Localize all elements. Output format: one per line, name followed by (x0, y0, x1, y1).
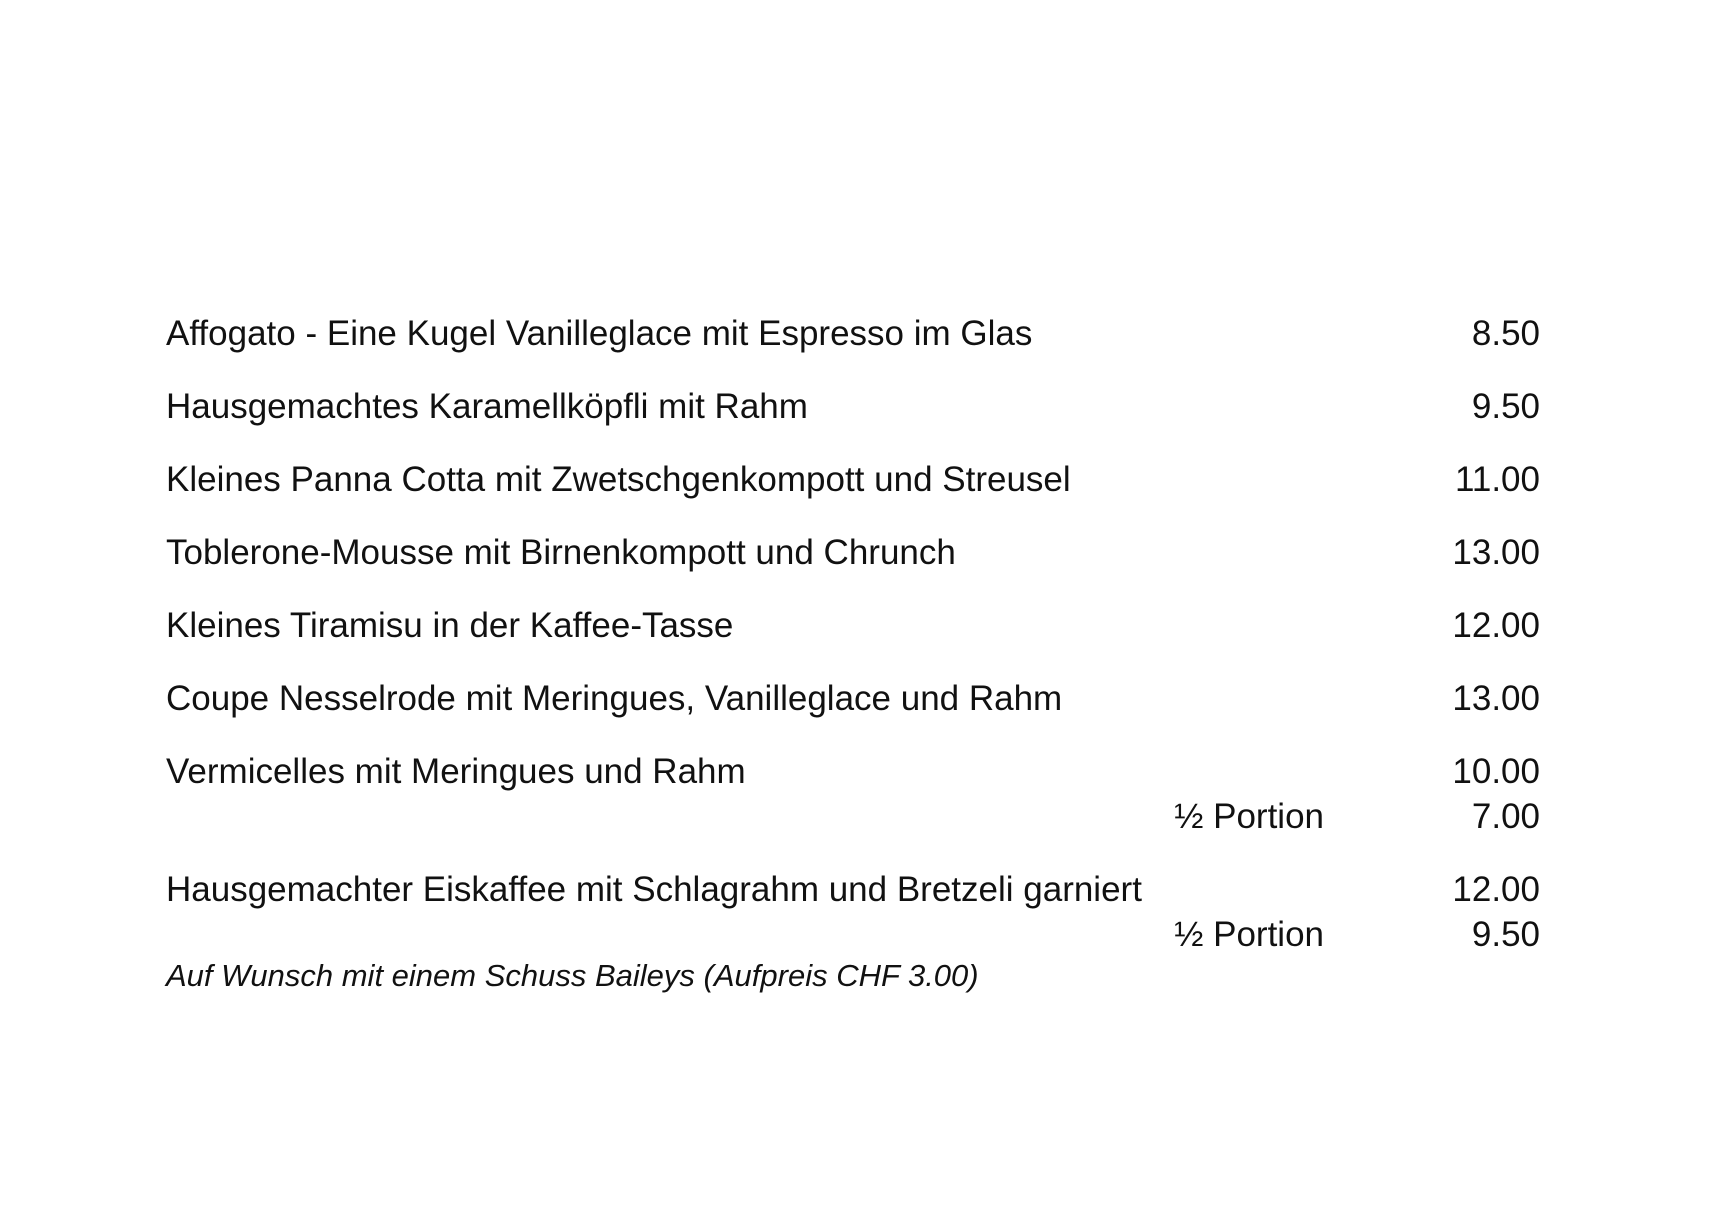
menu-item-name: Hausgemachtes Karamellköpfli mit Rahm (166, 387, 808, 426)
menu-item-name: Kleines Tiramisu in der Kaffee-Tasse (166, 606, 734, 645)
menu-item-name: Vermicelles mit Meringues und Rahm (166, 752, 746, 791)
half-portion-row (166, 911, 1540, 956)
dessert-menu (166, 310, 1540, 998)
menu-item-name: Toblerone-Mousse mit Birnenkompott und Chrunch (166, 533, 956, 572)
menu-item (166, 529, 1540, 602)
half-portion-price: 7.00 (1471, 797, 1540, 836)
half-portion-label: ½ Portion (1174, 797, 1324, 836)
menu-item (166, 675, 1540, 748)
menu-item (166, 383, 1540, 456)
menu-item-name: Hausgemachter Eiskaffee mit Schlagrahm und Bretzeli garniert (166, 870, 1142, 909)
baileys-note: Auf Wunsch mit einem Schuss Baileys (Aufpreis CHF 3.00) (166, 958, 979, 993)
menu-item-price: 12.00 (1452, 606, 1540, 645)
menu-item-name: Coupe Nesselrode mit Meringues, Vanilleglace und Rahm (166, 679, 1063, 718)
menu-item (166, 310, 1540, 383)
menu-item-price: 13.00 (1452, 533, 1540, 572)
half-portion-label: ½ Portion (1174, 915, 1324, 954)
menu-item-name: Kleines Panna Cotta mit Zwetschgenkompott und Streusel (166, 460, 1071, 499)
menu-item-price: 13.00 (1452, 679, 1540, 718)
menu-item-price: 9.50 (1471, 387, 1540, 426)
half-portion-price: 9.50 (1471, 915, 1540, 954)
menu-item-name: Affogato - Eine Kugel Vanilleglace mit Espresso im Glas (166, 314, 1033, 353)
half-portion-row (166, 793, 1540, 838)
menu-item (166, 866, 1540, 911)
menu-item-price: 12.00 (1452, 870, 1540, 909)
menu-item-price: 10.00 (1452, 752, 1540, 791)
menu-item-price: 11.00 (1455, 460, 1540, 499)
menu-item (166, 602, 1540, 675)
menu-item (166, 748, 1540, 793)
menu-item-price: 8.50 (1471, 314, 1540, 353)
menu-item (166, 456, 1540, 529)
